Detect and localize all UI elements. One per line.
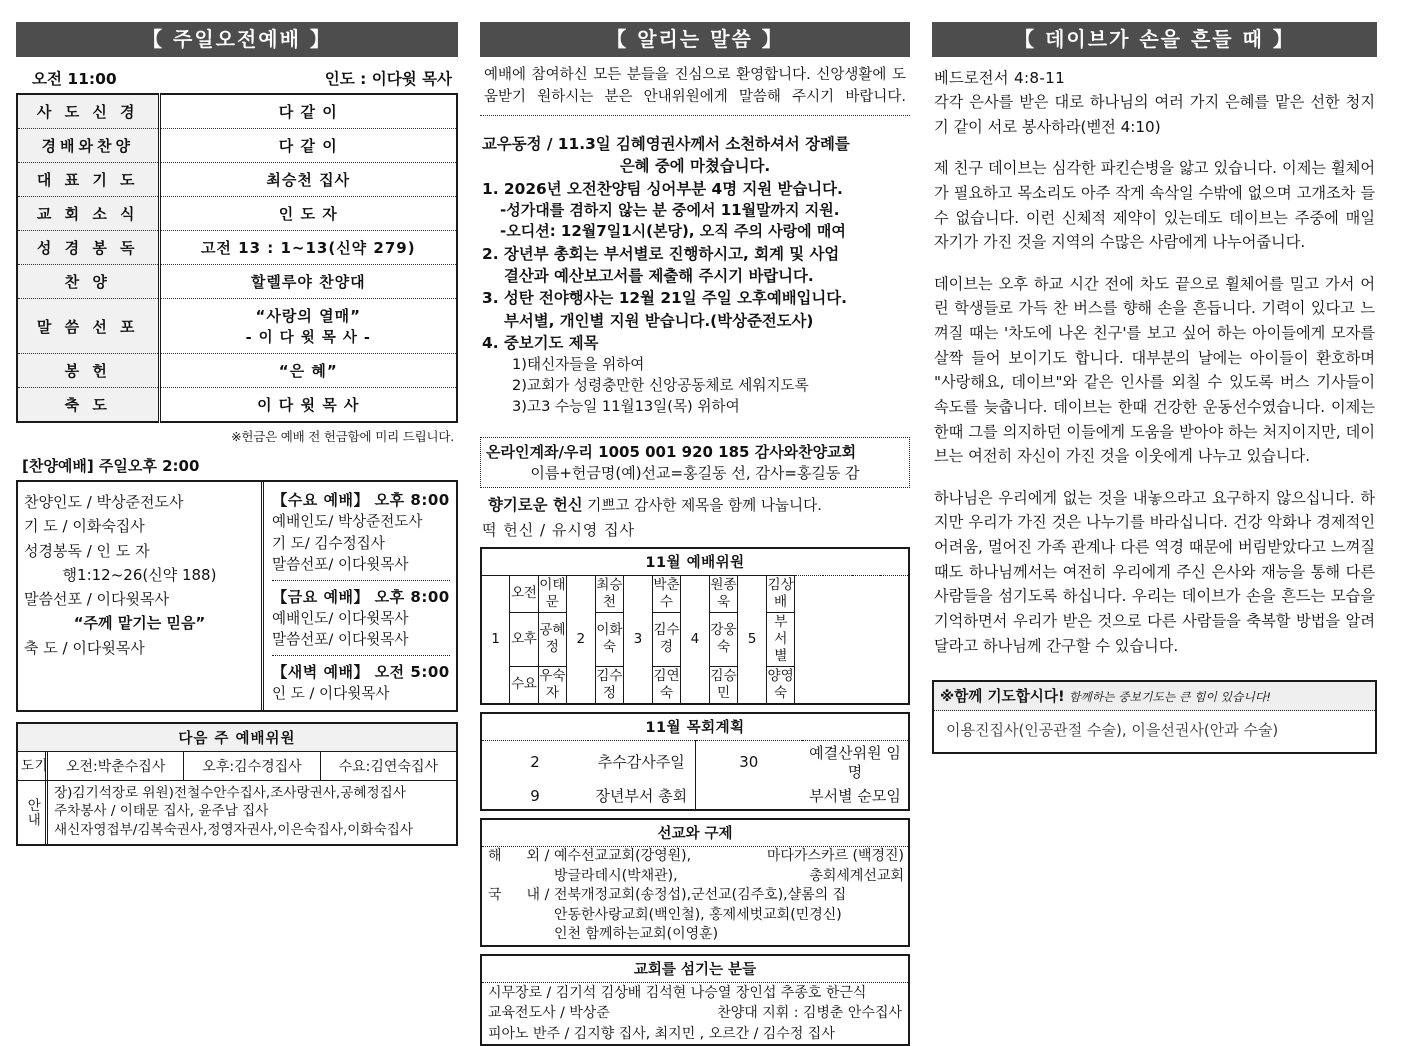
prayer-cell: 오후:김수경집사 [184, 752, 320, 780]
guide-line: 새신자영접부/김복숙권사,정영자권사,이은숙집사,이화숙집사 [54, 822, 413, 839]
prayer-request-list: 이용진집사(인공관절 수술), 이을선권사(안과 수술) [946, 721, 1279, 740]
guide-body [48, 781, 456, 844]
guide-row-label [18, 781, 48, 844]
wednesday-line: 예배인도/ 박상준전도사 [272, 513, 423, 530]
plan-event: 부서별 순모임 [809, 787, 901, 806]
plan-title: 11월 목회계획 [481, 713, 909, 741]
prayer-cells [48, 752, 456, 780]
offering-desc: 기쁘고 감사한 제목을 함께 나눕니다. [587, 496, 822, 514]
order-label: 교 회 소 식 [17, 197, 159, 231]
group-index: 3 [624, 575, 653, 703]
offering-note: ※헌금은 예배 전 헌금함에 미리 드립니다. [231, 429, 454, 444]
fragrant-offering-header [480, 488, 910, 516]
guide-line: 장)김기석장로 위원)전철수안수집사,조사랑권사,공혜정집사 [54, 784, 406, 801]
group-index: 4 [681, 575, 710, 703]
devotional-paragraph: 하나님은 우리에게 없는 것을 내놓으라고 요구하지 않으십니다. 하지만 우리가 가진 것은 나누기를 바라십니다. 건강 악화나 경제적인 어려움, 멀어진 가족 관계나 다른 역경 때문에 버림받았다고 느껴질 때도 하나님께서는 여전히 우리에게 주신 은사와 재능을 통해 다른 사람들을 섬기도록 하십니다. 우리는 데이브가 손을 흔드는 모습을 기억하면서 우리가 받은 것으로 다른 사람들을 축복할 방법을 알려달라고 하나님께 간구할 수 있습니다. [934, 488, 1375, 655]
committee-name: 공혜정 [538, 612, 567, 666]
item-text: 중보기도 제목 [503, 333, 599, 352]
offering-item: 떡 헌신 / 유시영 집사 [482, 520, 636, 539]
prayer-request-subtitle: 함께하는 중보기도는 큰 힘이 있습니다! [1068, 690, 1271, 705]
right-column [932, 22, 1377, 984]
friday-line: 예배인도/ 이다윗목사 [272, 609, 409, 627]
church-servants-box [480, 954, 910, 1046]
order-value: “은 혜” [159, 354, 457, 388]
prayer-label-text: 기도 [17, 758, 47, 773]
committee-name: 김승민 [709, 666, 738, 703]
prayer-topic: 2)교회가 성령충만한 신앙공동체로 세워지도록 [512, 376, 809, 394]
devotional-banner: 【 데이브가 손을 흔들 때 】 [932, 22, 1377, 57]
committee-name: 김연숙 [652, 666, 681, 703]
afternoon-line: 행1:12~26(신약 188) [62, 565, 217, 584]
afternoon-line: 성경봉독 / 인 도 자 [24, 541, 150, 560]
announcement-item [482, 332, 908, 354]
order-label: 찬 양 [17, 265, 159, 299]
service-time-header [16, 57, 458, 93]
mission-entry: 방글라데시(박채관), [554, 867, 678, 884]
weekday-services-box [264, 482, 456, 710]
service-time: 오전 11:00 [32, 70, 117, 88]
prayer-request-title: ※함께 기도합시다! [940, 688, 1065, 706]
prayer-request-box [932, 680, 1377, 754]
left-column [16, 22, 458, 984]
friday-service-title: 【금요 예배】 오후 8:00 [272, 587, 450, 606]
dawn-service-title: 【새벽 예배】 오전 5:00 [272, 662, 450, 681]
mission-entry: 전북개정교회(송정섭),군선교(김주호),샬롬의 집 [554, 887, 847, 904]
mission-domestic-row [482, 886, 908, 945]
item-text: 2026년 오전찬양팀 싱어부분 4명 지원 받습니다. [503, 179, 843, 198]
committee-name: 이태문 [538, 575, 567, 612]
afternoon-sermon-title: “주께 맡기는 믿음” [73, 614, 206, 633]
plan-event: 장년부서 총회 [588, 784, 695, 810]
welcome-text: 예배에 참여하신 모든 분들을 진심으로 환영합니다. 신앙생활에 도움받기 원하시는 분은 안내위원에게 말씀해 주시기 바랍니다. [480, 57, 910, 116]
sunday-morning-service-banner: 【 주일오전예배 】 [16, 22, 458, 57]
time-slot: 오후 [510, 612, 539, 666]
table-row [481, 784, 909, 810]
servants-title: 교회를 섬기는 분들 [482, 956, 908, 983]
online-account-box [480, 437, 910, 488]
order-label: 봉 헌 [17, 354, 159, 388]
mission-entry: 마다가스카르 (백경진) [766, 848, 904, 865]
wednesday-service-title: 【수요 예배】 오후 8:00 [272, 491, 450, 509]
committee-name: 김수정 [595, 666, 624, 703]
afternoon-line: 축 도 / 이다윗목사 [24, 638, 145, 657]
group-index: 1 [481, 575, 510, 703]
mission-overseas-row [482, 847, 908, 886]
plan-event: 예결산위원 임명 [809, 743, 901, 781]
committee-name: 김수경 [652, 612, 681, 666]
announcement-item [482, 243, 908, 265]
mission-entry: 인천 함께하는교회(이영훈) [554, 926, 719, 943]
item-number: 2. [482, 245, 499, 264]
mission-entry: 안동한사랑교회(백인철), 홍제세벗교회(민경신) [554, 906, 842, 923]
committee-name: 부 서 별 [766, 612, 795, 666]
announcement-list [480, 116, 910, 423]
mission-separator: / [544, 848, 550, 865]
plan-date: 9 [530, 787, 540, 806]
table-row [17, 388, 457, 423]
table-row [481, 740, 909, 784]
order-value: 고전 13 : 1~13(신약 279) [159, 231, 457, 265]
guide-label-text: 안내 [24, 797, 41, 827]
committee-name: 박춘수 [652, 575, 681, 612]
item-number: 3. [482, 289, 499, 308]
time-slot: 수요 [510, 666, 539, 703]
scripture-reference: 베드로전서 4:8-11 [934, 69, 1066, 87]
item-number: 4. [482, 333, 499, 352]
prayer-topic: 3)고3 수능일 11월13일(목) 위하여 [512, 397, 740, 415]
wednesday-line: 말씀선포/ 이다윗목사 [272, 556, 409, 574]
afternoon-and-weekday-services [16, 480, 458, 712]
announcement-continuation: 결산과 예산보고서를 제출해 주시기 바랍니다. [504, 267, 814, 286]
afternoon-service-box [18, 482, 264, 710]
item-text: 성탄 전야행사는 12월 21일 주일 오후예배입니다. [503, 289, 848, 308]
table-row [17, 299, 457, 354]
plan-event: 추수감사주일 [588, 740, 695, 784]
committee-title: 11월 예배위원 [481, 548, 909, 576]
afternoon-line: 기 도 / 이화숙집사 [24, 517, 145, 536]
announcement-item [482, 178, 908, 200]
committee-name: 원종욱 [709, 575, 738, 612]
mission-key: 국 내 [488, 887, 540, 904]
table-row [18, 781, 456, 844]
member-news-line2: 은혜 중에 마쳤습니다. [619, 156, 771, 175]
prayer-topic: 1)태신자들을 위하여 [512, 355, 645, 373]
mission-entry: 총회세계선교회 [809, 867, 904, 884]
mission-separator: / [544, 887, 550, 904]
account-format-line: 이름+헌금명(예)선교=홍길동 선, 감사=홍길동 감 [530, 463, 860, 482]
plan-date: 30 [739, 753, 759, 772]
group-index: 2 [567, 575, 596, 703]
november-ministry-plan-table [480, 712, 910, 811]
announcement-item [482, 287, 908, 309]
plan-date: 2 [530, 753, 540, 772]
committee-name: 우숙자 [538, 666, 567, 703]
table-row [17, 231, 457, 265]
order-value-line2: - 이 다 윗 목 사 - [245, 330, 371, 346]
mission-key: 해 외 [488, 848, 540, 865]
guide-line: 주차봉사 / 이태문 집사, 윤주남 집사 [54, 803, 269, 820]
order-value: 할렐루야 찬양대 [159, 265, 457, 299]
announcement-subline: -오디션: 12월7일1시(본당), 오직 주의 사랑에 매여 [500, 222, 846, 241]
committee-name: 김상배 [766, 575, 795, 612]
table-row [481, 575, 909, 612]
account-number-line: 온라인계좌/우리 1005 001 920 185 감사와찬양교회 [486, 442, 857, 461]
plan-date [695, 784, 802, 810]
mission-entry: 예수선교교회(강영원), [554, 848, 692, 865]
servants-line: 시무장로 / 김기석 김상배 김석현 나승열 장인섭 추종호 한근식 [488, 985, 867, 1002]
devotional-paragraph: 데이브는 오후 하교 시간 전에 차도 끝으로 휠체어를 밀고 가서 어린 학생들로 가득 찬 버스를 향해 손을 흔듭니다. 기력이 있다고 느껴질 때는 '차도에 나온 친구'를 보고 싶어 하는 아이들에게 모자를 살짝 들어 보이기도 합니다. 대부분의 날에는 아이들이 환호하며 "사랑해요, 데이브"와 같은 인사를 외칠 수 있도록 버스 기사들이 속도를 늦춥니다. 데이브는 한때 건강한 운동선수였습니다. 이제는 한때 그를 의지하던 이들에게 도움을 받아야 하는 처지이지만, 데이브는 여전히 자신이 가진 것을 이웃에게 나누고 있습니다. [934, 274, 1375, 466]
servants-line: 찬양대 지휘 : 김병춘 안수집사 [717, 1005, 902, 1022]
committee-name: 최승천 [595, 575, 624, 612]
table-row [17, 354, 457, 388]
item-number: 1. [482, 179, 499, 198]
order-value: 다 같 이 [159, 94, 457, 129]
next-week-committee [16, 722, 458, 846]
order-value: 다 같 이 [159, 129, 457, 163]
afternoon-line: 찬양인도 / 박상준전도사 [24, 493, 184, 511]
divider [272, 580, 450, 581]
prayer-row-label [18, 752, 48, 780]
order-label: 말 씀 선 포 [17, 299, 159, 354]
announcements-banner: 【 알리는 말씀 】 [480, 22, 910, 57]
committee-name: 강웅숙 [709, 612, 738, 666]
table-row [17, 129, 457, 163]
servants-line: 교육전도사 / 박상준 [488, 1005, 610, 1022]
middle-column [480, 22, 910, 1042]
mission-title: 선교와 구제 [482, 820, 908, 847]
table-row [18, 752, 456, 781]
order-label: 경배와찬양 [17, 129, 159, 163]
item-text: 장년부 총회는 부서별로 진행하시고, 회계 및 사업 [503, 245, 840, 264]
committee-name: 이화숙 [595, 612, 624, 666]
servants-line: 피아노 반주 / 김지향 집사, 최지민 , 오르간 / 김수정 집사 [488, 1025, 835, 1042]
november-committee-table [480, 547, 910, 705]
time-slot: 오전 [510, 575, 539, 612]
offering-head-label: 향기로운 헌신 [488, 495, 583, 514]
wednesday-line: 기 도/ 김수정집사 [272, 534, 385, 552]
devotional-paragraph: 제 친구 데이브는 심각한 파킨슨병을 앓고 있습니다. 이제는 휠체어가 필요하고 목소리도 아주 작게 속삭일 수밖에 없으며 고개조차 들 수 없습니다. 이런 신체적 제약이 있는데도 데이브는 주중에 매일 자기가 가진 것을 지역의 수많은 사람에게 나누어줍니다. [934, 159, 1375, 252]
announcement-subline: -성가대를 겸하지 않는 분 중에서 11월말까지 지원. [500, 200, 840, 219]
order-value: 이 다 윗 목 사 [257, 396, 360, 414]
member-news-line1: 교우동정 / 11.3일 김혜영권사께서 소천하셔서 장례를 [482, 134, 850, 153]
divider [272, 655, 450, 656]
service-leader: 인도 : 이다윗 목사 [324, 70, 452, 88]
order-value: 최승천 집사 [159, 163, 457, 197]
table-row [17, 94, 457, 129]
table-row [17, 265, 457, 299]
order-value: “사랑의 열매” [255, 307, 361, 325]
announcement-continuation: 부서별, 개인별 지원 받습니다.(박상준전도사) [504, 311, 814, 330]
table-row [17, 197, 457, 231]
table-row [17, 163, 457, 197]
next-week-title: 다음 주 예배위원 [18, 724, 456, 752]
prayer-cell: 수요:김연숙집사 [338, 758, 439, 775]
afternoon-line: 말씀선포 / 이다윗목사 [24, 590, 170, 609]
group-index: 5 [738, 575, 767, 703]
dawn-line: 인 도 / 이다윗목사 [272, 684, 390, 702]
scripture-text: 각각 은사를 받은 대로 하나님의 여러 가지 은혜를 맡은 선한 청지기 같이 서로 봉사하라(벧전 4:10) [934, 93, 1375, 136]
prayer-request-header [934, 682, 1375, 711]
worship-order-table [16, 93, 458, 423]
committee-name: 양영숙 [766, 666, 795, 703]
order-label: 대 표 기 도 [17, 163, 159, 197]
afternoon-service-title: [찬양예배] 주일오후 2:00 [22, 457, 200, 475]
prayer-cell: 오전:박춘수집사 [48, 752, 184, 780]
order-value: 인 도 자 [159, 197, 457, 231]
mission-relief-box [480, 818, 910, 947]
order-label: 축 도 [17, 388, 159, 423]
friday-line: 말씀선포/ 이다윗목사 [272, 631, 409, 649]
order-label: 성 경 봉 독 [17, 231, 159, 265]
order-label: 사 도 신 경 [17, 94, 159, 129]
